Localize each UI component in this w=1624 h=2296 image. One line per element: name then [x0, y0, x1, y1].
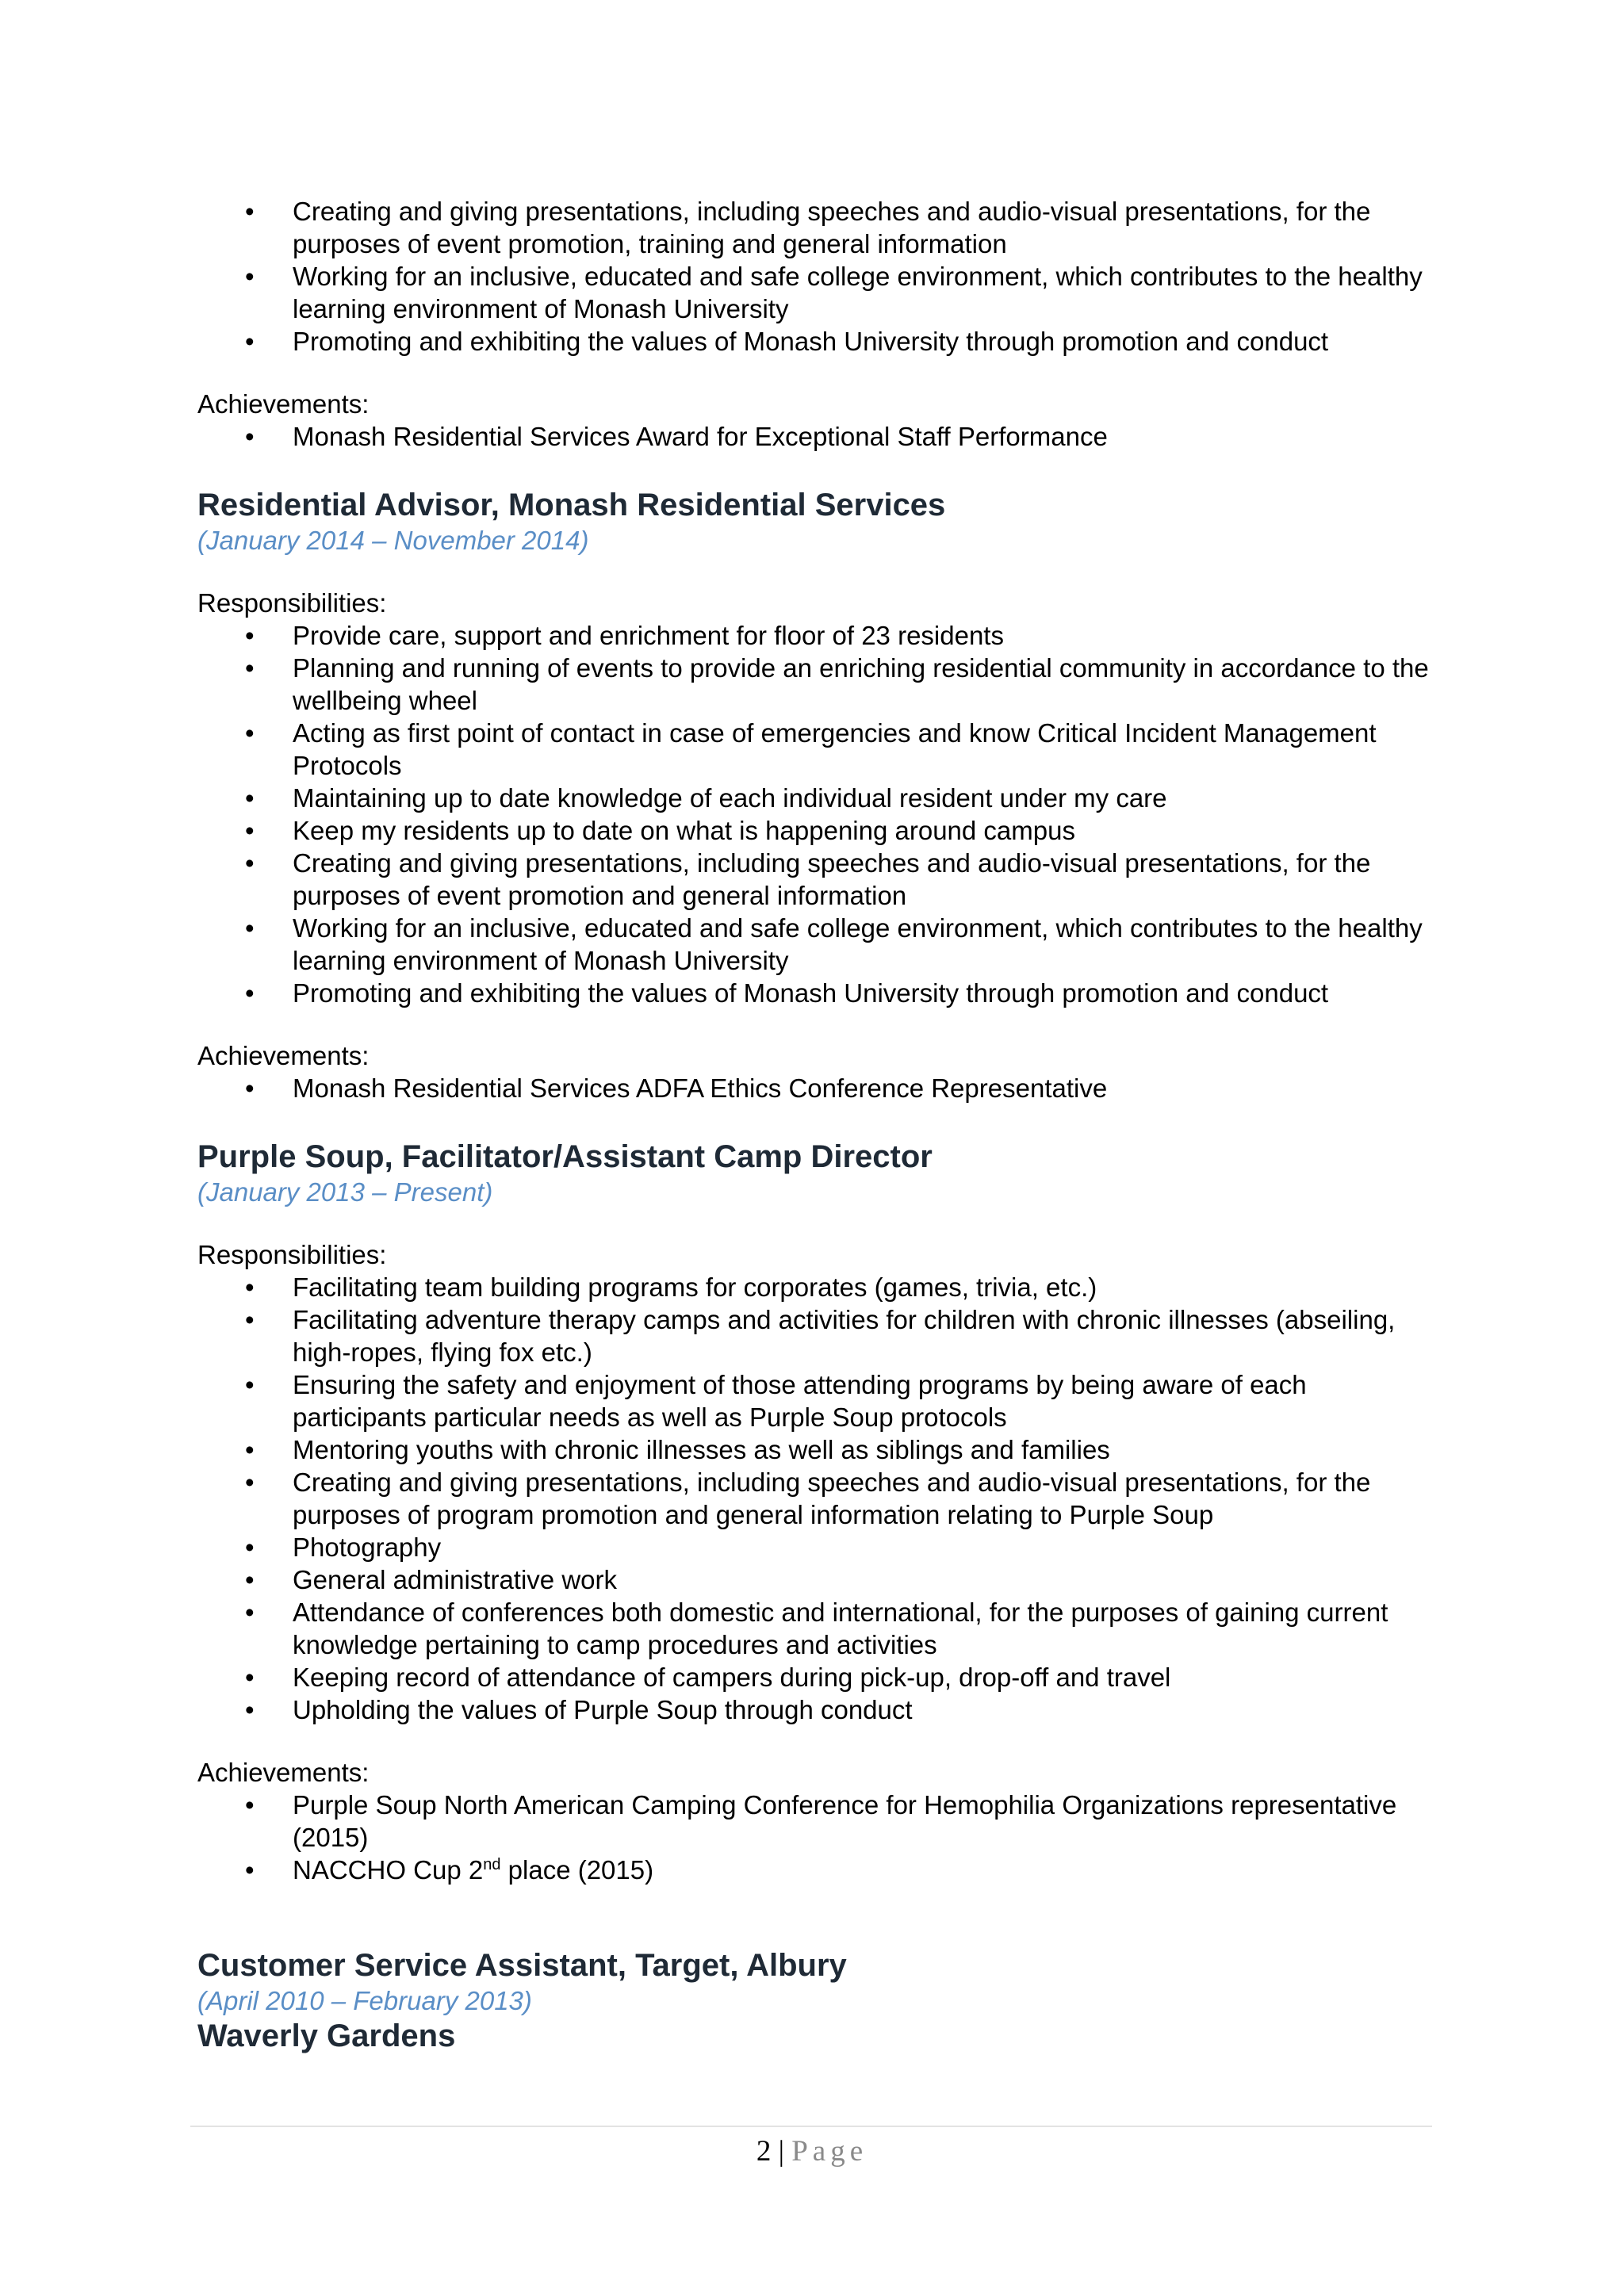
list-item: • Monash Residential Services ADFA Ethics Conference Representative: [197, 1072, 1434, 1104]
list-item: • Facilitating team building programs for corporates (games, trivia, etc.): [197, 1271, 1434, 1303]
list-item: • Provide care, support and enrichment for floor of 23 residents: [197, 619, 1434, 652]
responsibilities-label: Responsibilities:: [197, 1240, 387, 1269]
list-item: • Working for an inclusive, educated and safe college environment, which contributes to the healthy learning environment of Monash University: [197, 912, 1434, 977]
list-item: • Maintaining up to date knowledge of each individual resident under my care: [197, 782, 1434, 814]
page-word: Page: [791, 2135, 868, 2168]
list-item: • General administrative work: [197, 1563, 1434, 1596]
achievements-list: [197, 1789, 1434, 1886]
achievements-label: Achievements:: [197, 389, 370, 419]
intro-bullet-list: [197, 195, 1434, 358]
list-item: • Photography: [197, 1531, 1434, 1563]
intro-achievements-list: [197, 420, 1434, 453]
list-item: • Mentoring youths with chronic illnesses as well as siblings and families: [197, 1433, 1434, 1466]
list-item: • Keep my residents up to date on what is happening around campus: [197, 814, 1434, 847]
achievements-list: [197, 1072, 1434, 1104]
list-item: • Planning and running of events to provide an enriching residential community in accordance to the wellbeing wheel: [197, 652, 1434, 717]
job-dates: (January 2014 – November 2014): [197, 526, 589, 555]
job-title: Residential Advisor, Monash Residential Services: [197, 488, 946, 522]
list-item: • Creating and giving presentations, including speeches and audio-visual presentations, for the purposes of program promotion and general information relating to Purple Soup: [197, 1466, 1434, 1531]
list-item: • Ensuring the safety and enjoyment of those attending programs by being aware of each participants particular needs as well as Purple Soup protocols: [197, 1368, 1434, 1433]
job-dates: (April 2010 – February 2013): [197, 1986, 532, 2015]
achievements-label: Achievements:: [197, 1041, 370, 1070]
page-content: [197, 195, 1434, 2055]
list-item: • Monash Residential Services Award for Exceptional Staff Performance: [197, 420, 1434, 453]
list-item: • Working for an inclusive, educated and safe college environment, which contributes to the healthy learning environment of Monash University: [197, 260, 1434, 325]
responsibilities-label: Responsibilities:: [197, 588, 387, 618]
list-item: • Facilitating adventure therapy camps and activities for children with chronic illnesses (abseiling, high-ropes, flying fox etc.): [197, 1303, 1434, 1368]
job-title: Customer Service Assistant, Target, Albury: [197, 1948, 847, 1983]
naccho-text: NACCHO Cup 2: [293, 1855, 484, 1885]
next-section-heading: Waverly Gardens: [197, 2019, 456, 2053]
page-footer: [0, 2133, 1624, 2171]
list-item: • Promoting and exhibiting the values of Monash University through promotion and conduct: [197, 977, 1434, 1009]
page-number: 2: [756, 2135, 772, 2168]
list-item: • Acting as first point of contact in case of emergencies and know Critical Incident Management Protocols: [197, 717, 1434, 782]
list-item: • Creating and giving presentations, including speeches and audio-visual presentations, for the purposes of event promotion and general information: [197, 847, 1434, 912]
footer-divider: [190, 2126, 1432, 2127]
job-title: Purple Soup, Facilitator/Assistant Camp Director: [197, 1139, 933, 1174]
responsibilities-list: [197, 619, 1434, 1009]
achievements-label: Achievements:: [197, 1758, 370, 1787]
list-item-naccho: [197, 1854, 1434, 1886]
list-item: • Upholding the values of Purple Soup through conduct: [197, 1693, 1434, 1726]
list-item: • Keeping record of attendance of campers during pick-up, drop-off and travel: [197, 1661, 1434, 1693]
list-item: • Attendance of conferences both domestic and international, for the purposes of gaining current knowledge pertaining to camp procedures and activities: [197, 1596, 1434, 1661]
footer-separator: |: [771, 2135, 792, 2168]
responsibilities-list: [197, 1271, 1434, 1726]
ordinal-superscript: nd: [483, 1856, 501, 1873]
list-item: • Purple Soup North American Camping Conference for Hemophilia Organizations representative (2015): [197, 1789, 1434, 1854]
job-dates: (January 2013 – Present): [197, 1177, 493, 1207]
list-item: • Creating and giving presentations, including speeches and audio-visual presentations, for the purposes of event promotion, training and general information: [197, 195, 1434, 260]
list-item: • Promoting and exhibiting the values of Monash University through promotion and conduct: [197, 325, 1434, 358]
naccho-text-rest: place (2015): [500, 1855, 654, 1885]
